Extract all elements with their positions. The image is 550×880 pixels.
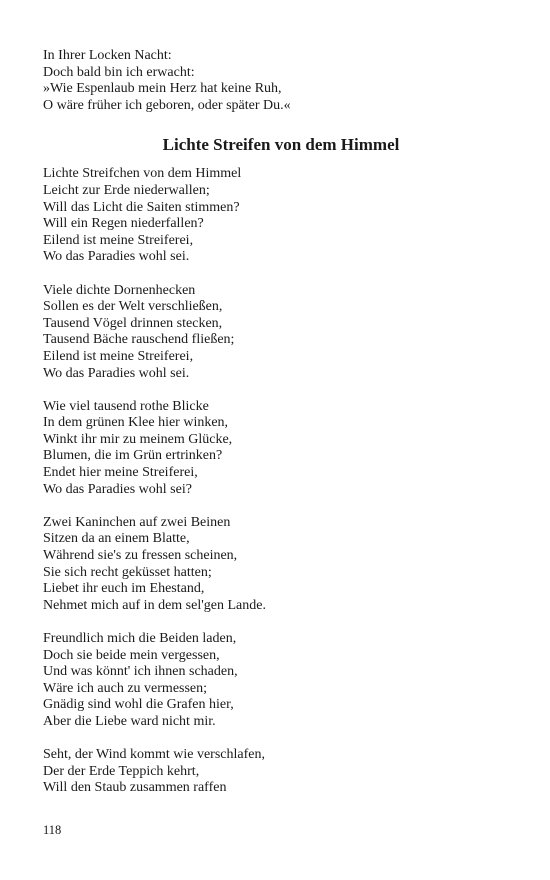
stanza-5 (43, 631, 513, 731)
verse-line: Sollen es der Welt verschließen, (43, 299, 223, 315)
verse-line: Will ein Regen niederfallen? (43, 216, 204, 232)
verse-line: Und was könnt' ich ihnen schaden, (43, 664, 238, 680)
verse-line: Während sie's zu fressen scheinen, (43, 548, 238, 564)
stanza-2 (43, 283, 513, 383)
verse-line: Tausend Bäche rauschend fließen; (43, 332, 235, 348)
verse-line: Eilend ist meine Streiferei, (43, 232, 194, 248)
stanza-1 (43, 166, 513, 266)
previous-poem-ending (43, 48, 513, 114)
book-page (43, 48, 513, 797)
verse-line: Freundlich mich die Beiden laden, (43, 631, 237, 646)
verse-line: Wäre ich auch zu vermessen; (43, 680, 208, 696)
verse-line: Nehmet mich auf in dem sel'gen Lande. (43, 597, 266, 613)
verse-line: Eilend ist meine Streiferei, (43, 348, 194, 364)
verse-line: Wo das Paradies wohl sei. (43, 249, 190, 265)
verse-line: Doch bald bin ich erwacht: (43, 64, 195, 80)
verse-line: Leicht zur Erde niederwallen; (43, 182, 210, 198)
verse-line: In Ihrer Locken Nacht: (43, 48, 172, 63)
verse-line: Viele dichte Dornenhecken (43, 282, 196, 298)
verse-line: Sitzen da an einem Blatte, (43, 531, 190, 547)
verse-line: Wo das Paradies wohl sei. (43, 365, 190, 381)
verse-line: Aber die Liebe ward nicht mir. (43, 713, 216, 729)
page-number: 118 (43, 823, 62, 837)
verse-line: In dem grünen Klee hier winken, (43, 415, 229, 431)
verse-line: Winkt ihr mir zu meinem Glücke, (43, 431, 233, 447)
verse-line: Doch sie beide mein vergessen, (43, 647, 220, 663)
verse-line: Der der Erde Teppich kehrt, (43, 763, 200, 779)
verse-line: Endet hier meine Streiferei, (43, 465, 198, 481)
poem-title: Lichte Streifen von dem Himmel (162, 135, 400, 155)
stanza-4 (43, 515, 513, 615)
verse-line: O wäre früher ich geboren, oder später Du.« (43, 97, 291, 113)
verse-line: Lichte Streifchen von dem Himmel (43, 166, 242, 182)
verse-line: Blumen, die im Grün ertrinken? (43, 448, 223, 464)
stanza-3 (43, 399, 513, 499)
verse-line: Will das Licht die Saiten stimmen? (43, 199, 240, 215)
verse-line: »Wie Espenlaub mein Herz hat keine Ruh, (43, 81, 282, 97)
verse-line: Wo das Paradies wohl sei? (43, 481, 192, 497)
verse-line: Will den Staub zusammen raffen (43, 780, 227, 796)
verse-line: Sie sich recht geküsset hatten; (43, 564, 212, 580)
verse-line: Seht, der Wind kommt wie verschlafen, (43, 747, 265, 763)
verse-line: Liebet ihr euch im Ehestand, (43, 581, 205, 597)
verse-line: Tausend Vögel drinnen stecken, (43, 315, 223, 331)
stanza-6 (43, 747, 513, 797)
verse-line: Wie viel tausend rothe Blicke (43, 398, 209, 414)
verse-line: Gnädig sind wohl die Grafen hier, (43, 697, 234, 713)
verse-line: Zwei Kaninchen auf zwei Beinen (43, 514, 231, 530)
